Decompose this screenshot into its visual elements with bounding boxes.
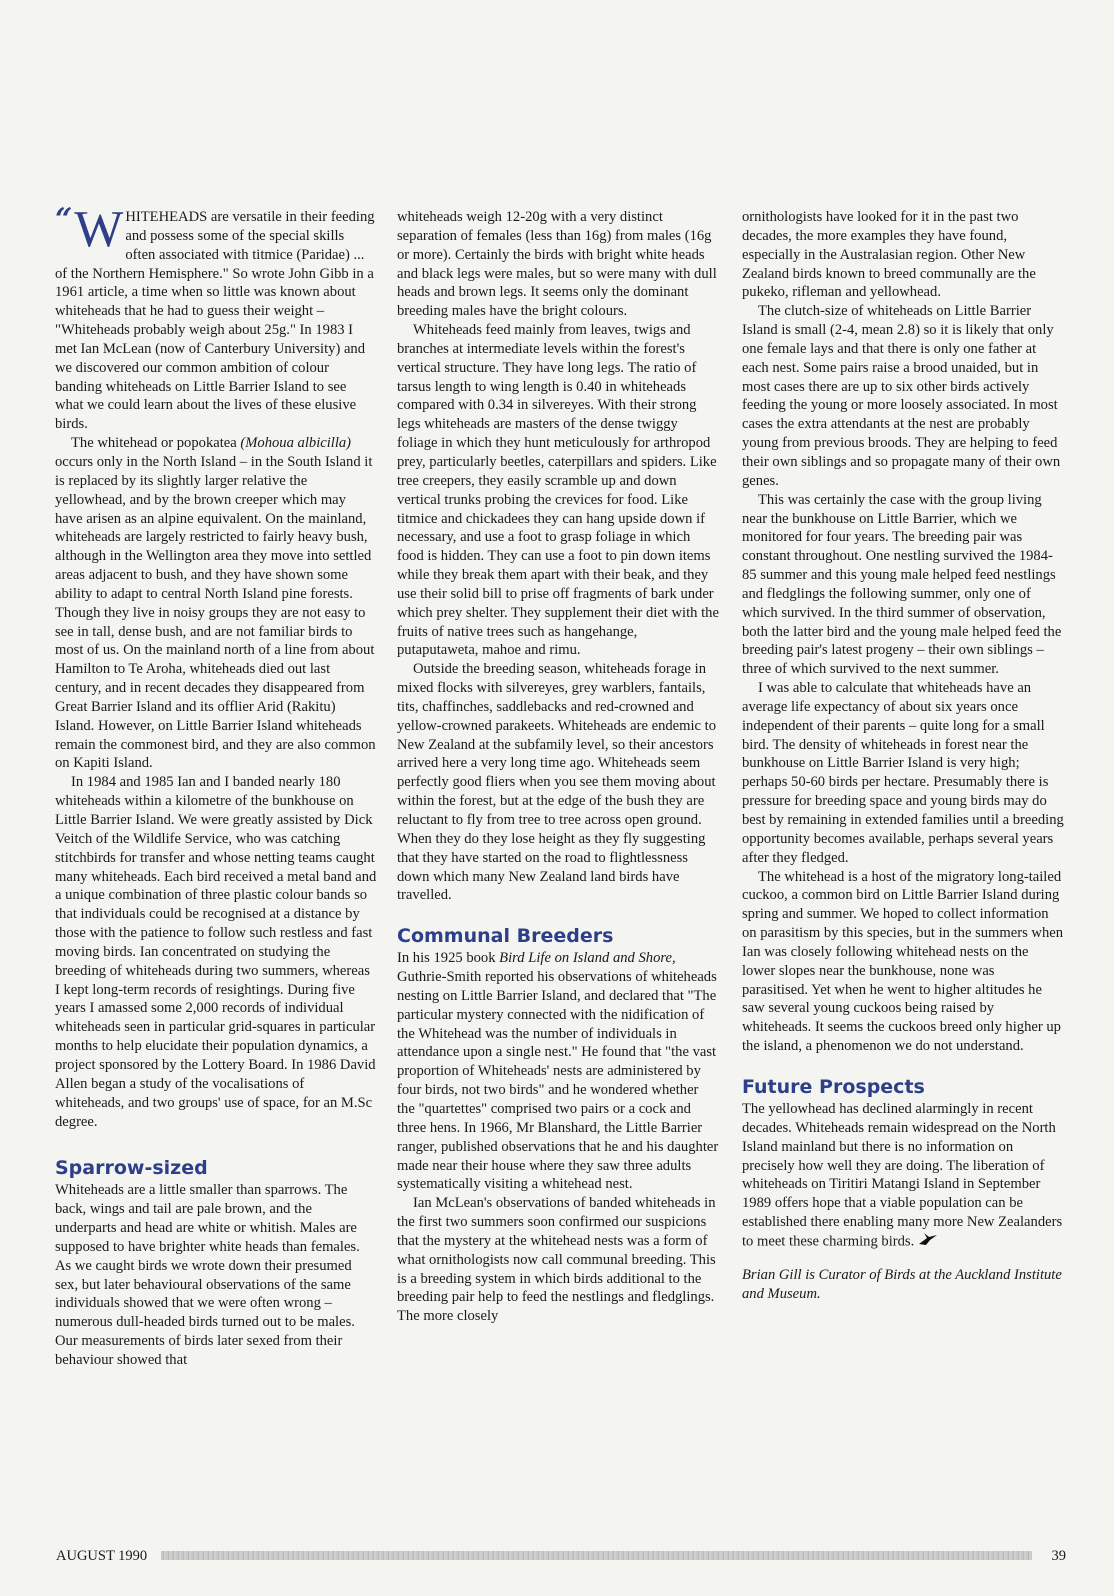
column-2 <box>397 208 719 1326</box>
feeding-paragraph: Whiteheads feed mainly from leaves, twigs and branches at intermediate levels within the forest's vertical structure. They have long legs. The ratio of tarsus length to wing length is 0.40 in whiteheads compared with 0.34 in silvereyes. With their strong legs whiteheads are masters of the dense twiggy foliage in which they hunt meticulously for arthropod prey, particularly beetles, caterpillars and spiders. Like tree creepers, they easily scramble up and down vertical trunks probing the crevices for food. Like titmice and chickadees they can hang upside down if necessary, and use a foot to grasp foliage in which food is hidden. They can use a foot to pin down items while they break them apart with their beak, and they use their solid bill to prise off fragments of bark under which prey shelter. They supplement their diet with the fruits of native trees such as hangehange, putaputaweta, mahoe and rimu. <box>397 322 719 659</box>
page-number: 39 <box>1051 1548 1066 1564</box>
intro-paragraph <box>55 201 377 434</box>
popokatea-text: occurs only in the North Island – in the South Island it is replaced by its slightly larger relative the yellowhead, and by the brown creeper which may have arisen as an alpine equivalent. On the mainland, whiteheads are largely restricted to fairly heavy bush, although in the Wellington area they move into settled areas adjacent to bush, and they have shown some ability to adapt to central North Island pine forests. Though they live in noisy groups they are not easy to see in tall, dense bush, and are not familiar birds to most of us. On the mainland north of a line from about Hamilton to Te Aroha, whiteheads died out last century, and in recent decades they disappeared from Great Barrier Island and its offlier Arid (Rakitu) Island. However, on Little Barrier Island whiteheads remain the commonest bird, and they are also common on Kapiti Island. <box>55 453 376 772</box>
column-3 <box>742 208 1064 1303</box>
bird-icon <box>918 1232 938 1252</box>
life-expectancy-paragraph: I was able to calculate that whiteheads have an average life expectancy of about six years once independent of their parents – quite long for a small bird. The density of whiteheads in forest near the bunkhouse on Little Barrier Island is very high; perhaps 50-60 birds per hectare. Presumably there is pressure for breeding space and young birds may do best by remaining in extended families until a breeding opportunity becomes available, perhaps several years after they fledged. <box>742 680 1064 866</box>
guthrie-smith-paragraph <box>397 949 719 1194</box>
sparrow-paragraph: Whiteheads are a little smaller than sparrows. The back, wings and tail are pale brown, and the underparts and head are white or whitish. Males are supposed to have brighter white heads than females. As we caught birds we wrote down their presumed sex, but later behavioural observations of the same individuals showed that we were often wrong – numerous dull-headed birds turned out to be males. Our measurements of birds later sexed from their behaviour showed that <box>55 1182 360 1368</box>
clutch-paragraph: The clutch-size of whiteheads on Little Barrier Island is small (2-4, mean 2.8) so it is likely that only one female lays and that there is only one father at each nest. Some pairs raise a brood unaided, but in most cases there are up to six other birds actively feeding the young or more loosely associated. In most cases the extra attendants at the nest are probably young from previous broods. They are helping to feed their own siblings and so propagate many of their own genes. <box>742 303 1061 489</box>
mclean-paragraph: Ian McLean's observations of banded whiteheads in the first two summers soon confirmed our suspicions that the mystery at the whitehead nests was a form of what ornithologists now call communal breeding. This is a breeding system in which birds additional to the breeding pair help to feed the nestlings and fledglings. The more closely <box>397 1195 716 1325</box>
issue-date: AUGUST 1990 <box>56 1548 148 1564</box>
popokatea-paragraph <box>55 434 377 773</box>
intro-text: HITEHEADS are versatile in their feeding and possess some of the special skills often associated with titmice (Paridae) ... of the Northern Hemisphere." So wrote John Gibb in a 1961 article, a time when so little was known about whiteheads that he had to guess their weight – "Whiteheads probably weigh about 25g." In 1983 I met Ian McLean (now of Canterbury University) and we discovered our common ambition of colour banding whiteheads on Little Barrier Island to see what we could learn about the lives of these elusive birds. <box>55 209 375 433</box>
ornithologists-paragraph: ornithologists have looked for it in the past two decades, the more examples they have found, especially in the Australasian region. Other New Zealand birds known to breed communally are the pukeko, rifleman and yellowhead. <box>742 209 1036 301</box>
banding-paragraph: In 1984 and 1985 Ian and I banded nearly 180 whiteheads within a kilometre of the bunkhouse on Little Barrier Island. We were greatly assisted by Dick Veitch of the Wildlife Service, who was catching stitchbirds for transfer and whose netting teams caught many whiteheads. Each bird received a metal band and a unique combination of three plastic colour bands so that individuals could be recognised at a distance by those with the patience to follow such restless and fast moving birds. Ian concentrated on studying the breeding of whiteheads during two summers, whereas I kept long-term records of resightings. During five years I amassed some 2,000 records of individual whiteheads seen in particular grid-squares in particular months to help elucidate their population dynamics, a project sponsored by the Lottery Board. In 1986 David Allen began a study of the vocalisations of whiteheads, and two groups' use of space, for an M.Sc degree. <box>55 774 377 1130</box>
scientific-name: (Mohoua albicilla) <box>240 435 352 452</box>
footer-rule <box>161 1551 1032 1560</box>
popokatea-lead: The whitehead or popokatea <box>71 435 237 452</box>
byline-text: Brian Gill is Curator of Birds at the Auckland Institute and Museum. <box>742 1266 1062 1302</box>
communal-lead: In his 1925 book <box>397 950 496 967</box>
future-text: The yellowhead has declined alarmingly in recent decades. Whiteheads remain widespread on the North Island mainland but there is no information on precisely how well they are doing. The liberation of whiteheads on Tiritiri Matangi Island in September 1989 offers hope that a viable population can be established there enabling many more New Zealanders to meet these charming birds. <box>742 1100 1063 1250</box>
book-title: Bird Life on Island and Shore, <box>499 950 676 967</box>
flocks-paragraph: Outside the breeding season, whiteheads forage in mixed flocks with silvereyes, grey warblers, fantails, tits, chaffinches, saddlebacks and red-crowned and yellow-crowned parakeets. Whiteheads are endemic to New Zealand at the subfamily level, so their ancestors arrived here a very long time ago. Whiteheads seem perfectly good fliers when you see them moving about within the forest, but at the edge of the bush they are reluctant to fly from tree to tree across open ground. When they do they lose height as they fly suggesting that they have started on the road to flightlessness down which many New Zealand land birds have travelled. <box>397 661 717 904</box>
page-footer <box>56 1546 1066 1566</box>
cuckoo-paragraph: The whitehead is a host of the migratory long-tailed cuckoo, a common bird on Little Barrier Island during spring and summer. We hoped to collect information on parasitism by this species, but in the summers when Ian was closely following whitehead nests on the lower slopes near the bunkhouse, none was parasitised. Yet when he went to higher altitudes he saw several young cuckoos being raised by whiteheads. It seems the cuckoos breed only higher up the island, a phenomenon we do not understand. <box>742 868 1064 1055</box>
opening-quote-mark: “ <box>55 202 73 237</box>
heading-sparrow-sized: Sparrow-sized <box>55 1157 208 1180</box>
column-1 <box>55 201 377 1370</box>
future-paragraph <box>742 1100 1064 1252</box>
weight-paragraph: whiteheads weigh 12-20g with a very distinct separation of females (less than 16g) from males (16g or more). Certainly the birds with bright white heads and black legs were males, but so were many with dull heads and brown legs. It seems only the dominant breeding males have the bright colours. <box>397 209 717 320</box>
author-byline <box>742 1266 1064 1304</box>
drop-cap: W <box>74 201 124 258</box>
guthrie-smith-text: Guthrie-Smith reported his observations of whiteheads nesting on Little Barrier Island, and declared that "The particular mystery connected with the nidification of the Whitehead was the number of individuals in attendance upon a single nest." He found that "the vast proportion of Whiteheads' nests are administered by four birds, not two birds" and he wondered whether the "quartettes" comprised two pairs or a cock and three hens. In 1966, Mr Blanshard, the Little Barrier ranger, published observations that he and his daughter made near their house where they saw three adults systematically visiting a whitehead nest. <box>397 969 719 1193</box>
heading-communal-breeders: Communal Breeders <box>397 925 614 948</box>
bunkhouse-group-paragraph: This was certainly the case with the group living near the bunkhouse on Little Barrier, which we monitored for four years. The breeding pair was constant throughout. One nestling survived the 1984-85 summer and this young male helped feed nestlings and fledglings the following summer, only one of which survived. In the third summer of observation, both the latter bird and the young male helped feed the breeding pair's latest progeny – their own siblings – three of which survived to the next summer. <box>742 491 1062 678</box>
heading-future-prospects: Future Prospects <box>742 1075 925 1098</box>
